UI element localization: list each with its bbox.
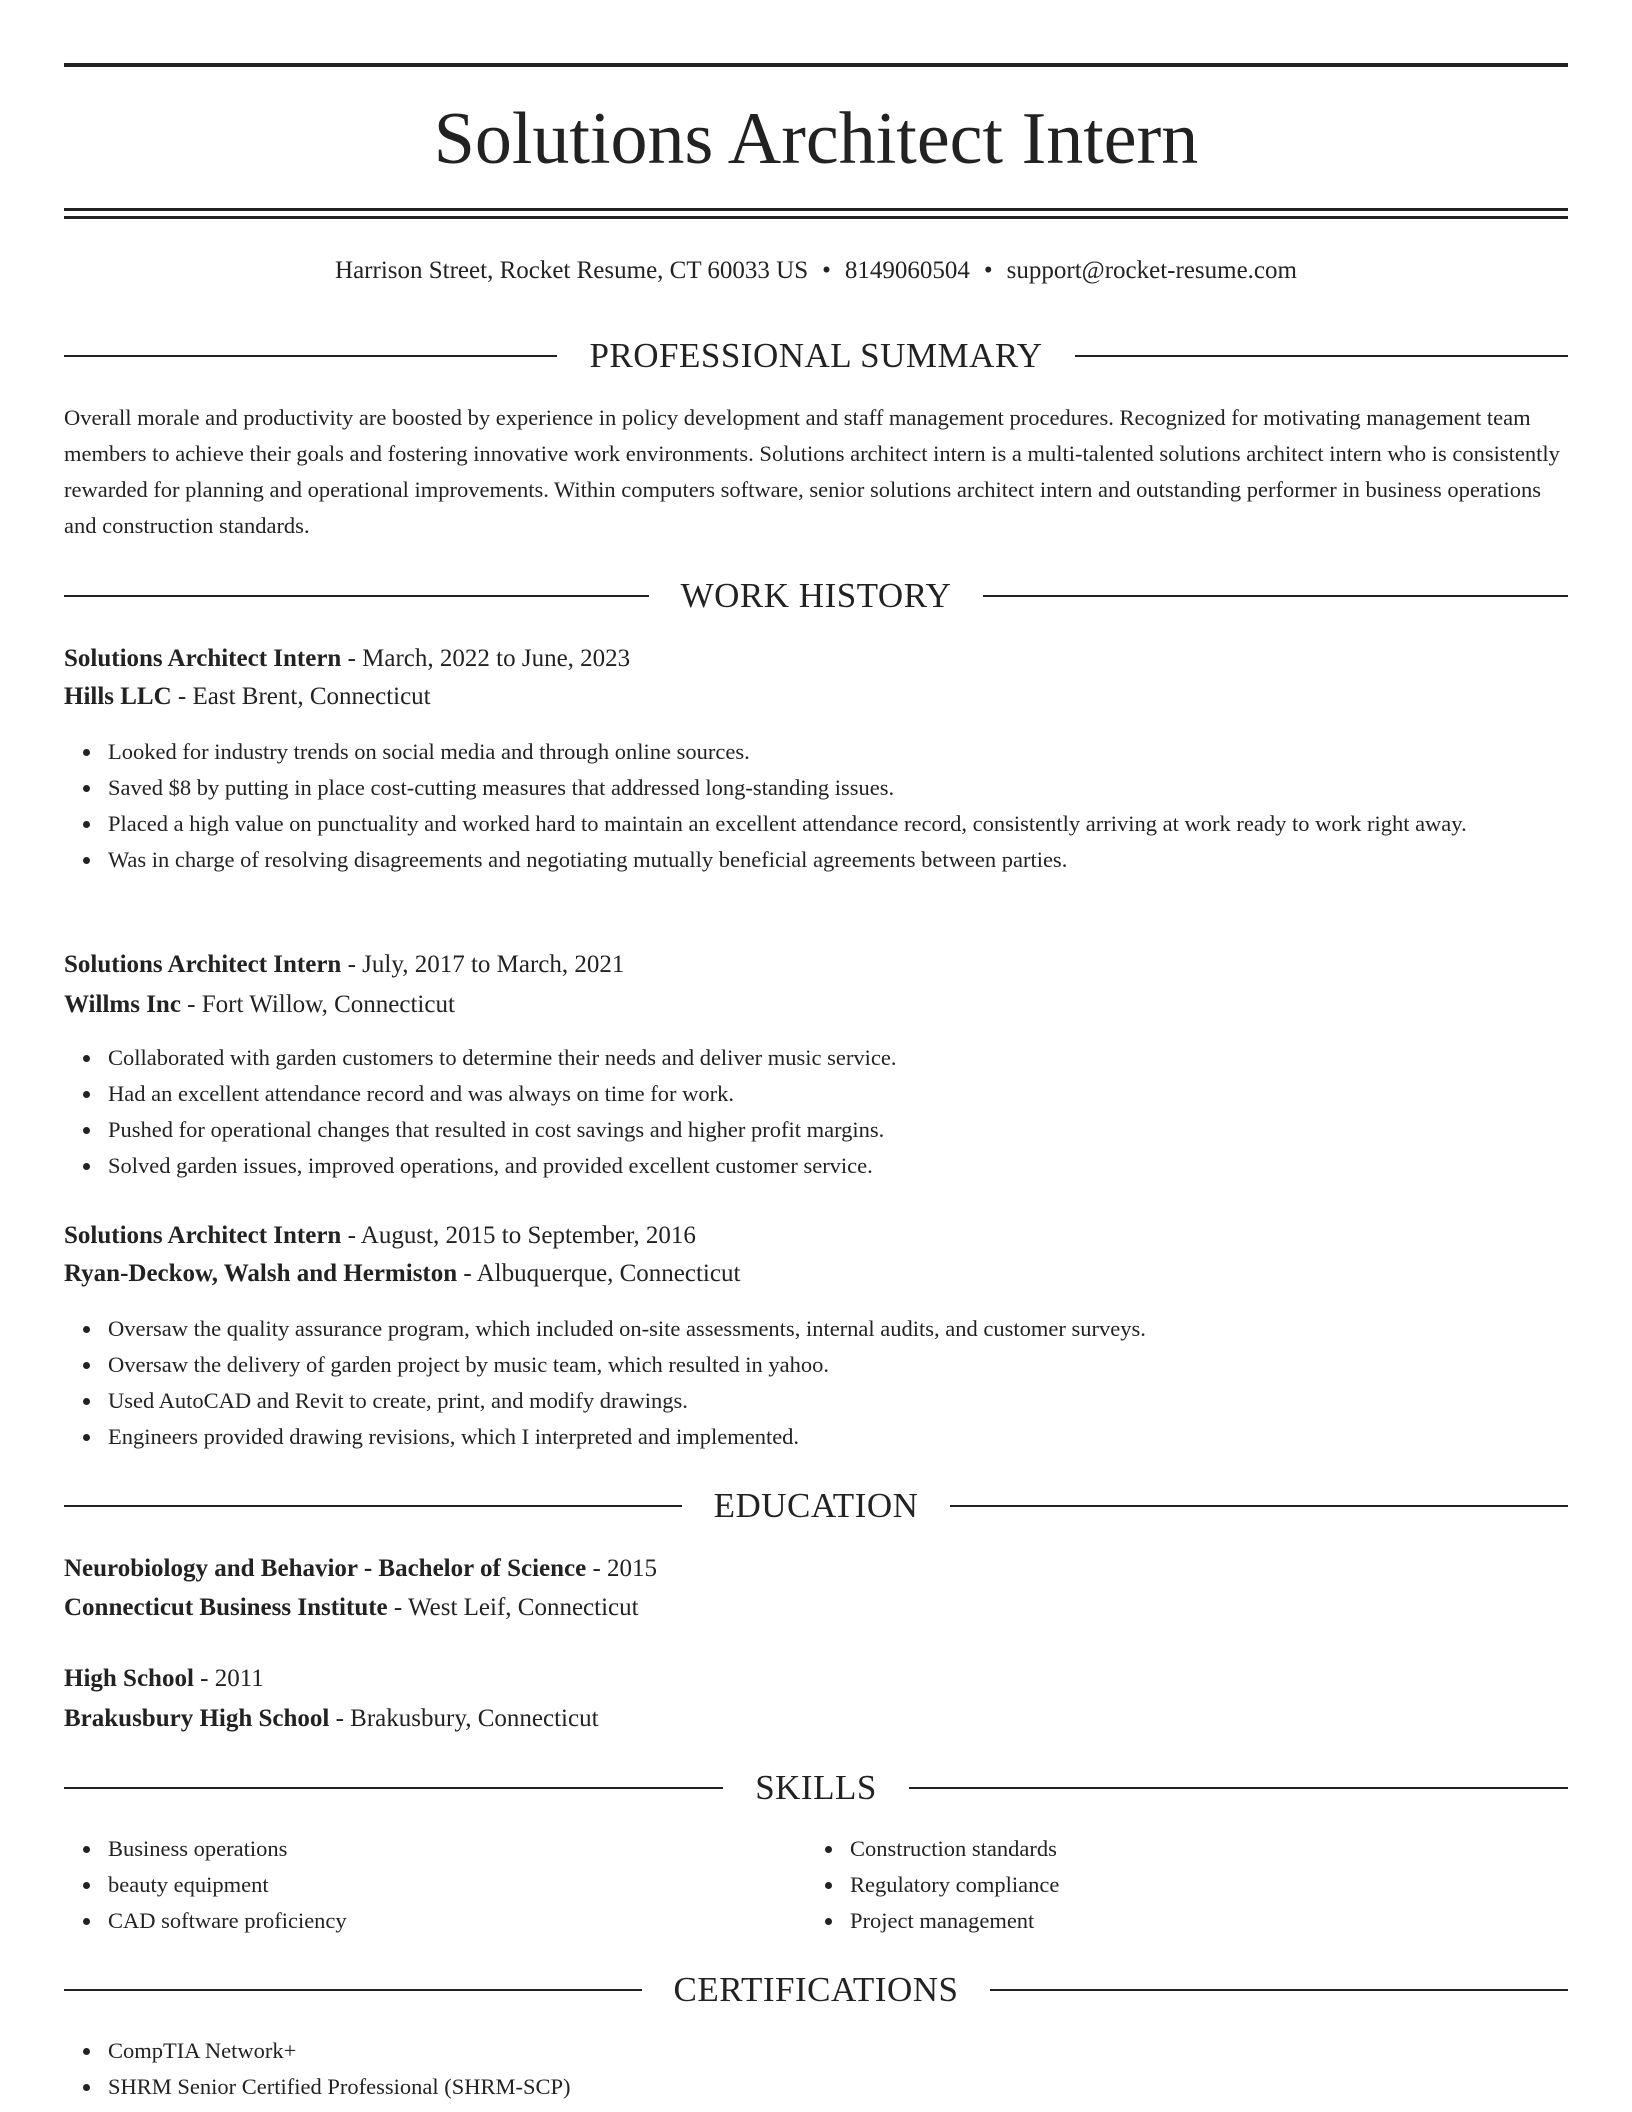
job-bullets [64, 1311, 1612, 1455]
list-item: Looked for industry trends on social media and through online sources. [108, 734, 1612, 770]
contact-email: support@rocket-resume.com [1006, 257, 1297, 284]
education-degree-line [64, 1551, 1568, 1587]
job-title-line [64, 641, 1568, 677]
list-item: Construction standards [850, 1831, 1632, 1867]
certifications-list [64, 2033, 1612, 2105]
heading-rule [983, 595, 1568, 597]
job-location: - Albuquerque, Connecticut [457, 1260, 741, 1287]
list-item: beauty equipment [108, 1867, 1612, 1903]
list-item: Project management [850, 1903, 1632, 1939]
list-item: Collaborated with garden customers to determine their needs and deliver music service. [108, 1040, 1612, 1076]
job-bullets [64, 734, 1612, 878]
contact-separator: • [983, 257, 993, 284]
education-location: - West Leif, Connecticut [387, 1594, 639, 1621]
job-dates: - August, 2015 to September, 2016 [341, 1222, 696, 1249]
contact-line [64, 254, 1568, 288]
education-school-line [64, 1701, 1568, 1737]
education-school-line [64, 1590, 1568, 1626]
heading-rule [64, 1505, 682, 1507]
list-item: Engineers provided drawing revisions, which I interpreted and implemented. [108, 1419, 1612, 1455]
list-item: Oversaw the delivery of garden project by music team, which resulted in yahoo. [108, 1347, 1612, 1383]
section-heading-education [64, 1484, 1568, 1528]
list-item: Solved garden issues, improved operations, and provided excellent customer service. [108, 1148, 1612, 1184]
job-company: Willms Inc [64, 991, 181, 1018]
section-title: WORK HISTORY [680, 576, 952, 615]
job-company-line [64, 679, 1568, 715]
education-school: Connecticut Business Institute [64, 1594, 388, 1621]
job-dates: - March, 2022 to June, 2023 [341, 645, 631, 672]
list-item: Used AutoCAD and Revit to create, print, and modify drawings. [108, 1383, 1612, 1419]
job-title: Solutions Architect Intern [64, 645, 342, 672]
heading-rule [64, 595, 649, 597]
job-title-line [64, 947, 1568, 983]
page-title: Solutions Architect Intern [433, 98, 1199, 180]
education-degree: Neurobiology and Behavior - Bachelor of Science [64, 1555, 587, 1582]
heading-rule [64, 1787, 723, 1789]
section-heading-certifications [64, 1968, 1568, 2012]
heading-rule [1075, 355, 1568, 357]
list-item: Had an excellent attendance record and was always on time for work. [108, 1076, 1612, 1112]
list-item: Was in charge of resolving disagreements and negotiating mutually beneficial agreements between parties. [108, 842, 1612, 878]
job-title-line [64, 1218, 1568, 1254]
list-item: Pushed for operational changes that resulted in cost savings and higher profit margins. [108, 1112, 1612, 1148]
contact-separator: • [822, 257, 831, 284]
contact-address: Harrison Street, Rocket Resume, CT 60033 US [335, 257, 809, 284]
heading-rule [64, 355, 557, 357]
job-dates: - July, 2017 to March, 2021 [341, 951, 625, 978]
job-location: - Fort Willow, Connecticut [180, 991, 455, 1018]
section-title: PROFESSIONAL SUMMARY [589, 336, 1043, 375]
skills-list-right [806, 1831, 1632, 1939]
list-item: CompTIA Network+ [108, 2033, 1612, 2069]
list-item: SHRM Senior Certified Professional (SHRM-SCP) [108, 2069, 1612, 2105]
job-bullets [64, 1040, 1612, 1184]
list-item: Business operations [108, 1831, 1612, 1867]
section-title: SKILLS [755, 1768, 877, 1807]
heading-rule [64, 1989, 642, 1991]
education-school: Brakusbury High School [64, 1705, 330, 1732]
education-year: - 2011 [193, 1665, 264, 1692]
education-year: - 2015 [586, 1555, 658, 1582]
job-company: Hills LLC [64, 683, 172, 710]
contact-phone: 8149060504 [844, 257, 970, 284]
heading-rule [909, 1787, 1568, 1789]
job-title: Solutions Architect Intern [64, 1222, 342, 1249]
section-title: EDUCATION [713, 1486, 919, 1525]
list-item: Oversaw the quality assurance program, which included on-site assessments, internal audits, and customer surveys. [108, 1311, 1612, 1347]
job-company-line [64, 987, 1568, 1023]
section-heading-work [64, 574, 1568, 618]
summary-text: Overall morale and productivity are boosted by experience in policy development and staff management procedures. Recognized for motivating management team members to achieve their goals and fostering innovative work environments. Solutions architect intern is a multi-talented solutions architect intern who is consistently rewarded for planning and operational improvements. Within computers software, senior solutions architect intern and outstanding performer in business operations and construction standards. [64, 405, 1560, 538]
heading-rule [990, 1989, 1568, 1991]
list-item: Saved $8 by putting in place cost-cutting measures that addressed long-standing issues. [108, 770, 1612, 806]
job-company: Ryan-Deckow, Walsh and Hermiston [64, 1260, 458, 1287]
job-company-line [64, 1256, 1568, 1292]
list-item: Placed a high value on punctuality and worked hard to maintain an excellent attendance record, consistently arriving at work ready to work right away. [108, 806, 1612, 842]
job-title: Solutions Architect Intern [64, 951, 342, 978]
top-rule [64, 63, 1568, 67]
education-degree-line [64, 1661, 1568, 1697]
education-location: - Brakusbury, Connecticut [329, 1705, 599, 1732]
education-degree: High School [64, 1665, 194, 1692]
title-rule-lower [64, 216, 1568, 219]
title-rule-upper [64, 208, 1568, 211]
list-item: CAD software proficiency [108, 1903, 1612, 1939]
heading-rule [950, 1505, 1568, 1507]
section-heading-summary [64, 334, 1568, 378]
section-heading-skills [64, 1766, 1568, 1810]
job-location: - East Brent, Connecticut [171, 683, 431, 710]
section-title: CERTIFICATIONS [673, 1970, 959, 2009]
list-item: Regulatory compliance [850, 1867, 1632, 1903]
